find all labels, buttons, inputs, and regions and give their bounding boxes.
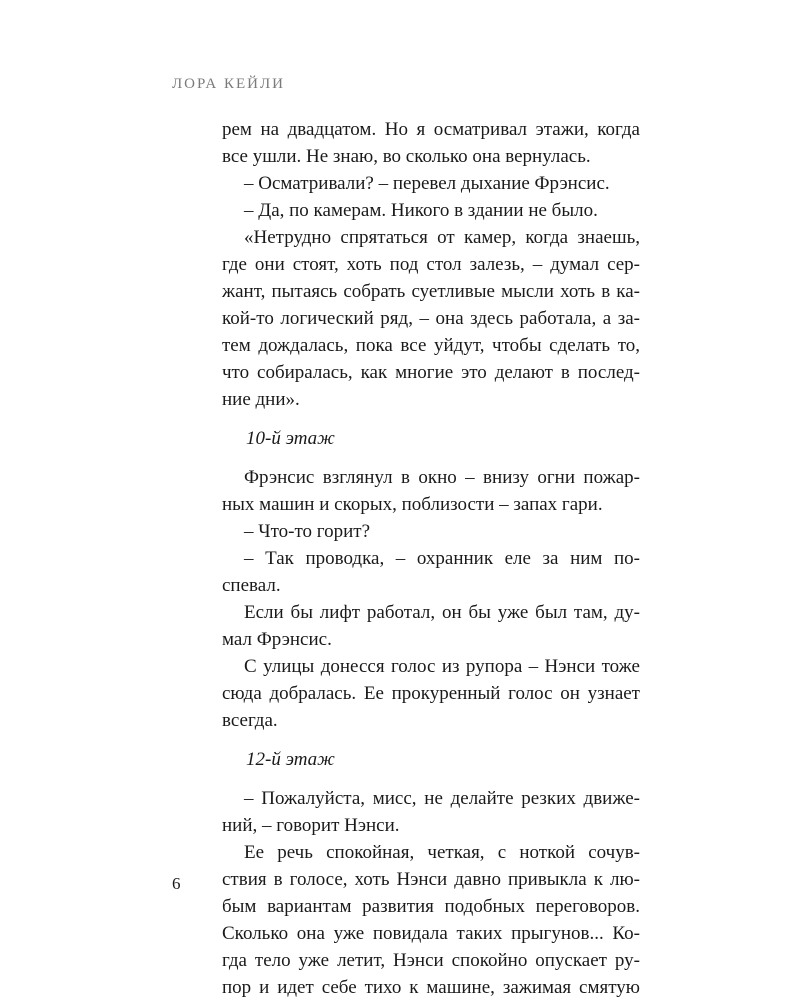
text-line: – Да, по камерам. Никого в здании не было.: [244, 200, 598, 221]
page-number: 6: [172, 874, 181, 893]
text-line: С улицы донесся голос из рупора – Нэнси тоже: [244, 656, 640, 677]
text-line: – Пожалуйста, мисс, не делайте резких движе-: [244, 788, 640, 809]
paragraph-11: [222, 839, 640, 1001]
paragraph-1: [222, 116, 640, 170]
text-line: ствия в голосе, хоть Нэнси давно привыкла к лю-: [222, 869, 640, 890]
text-line: мал Фрэнсис.: [222, 629, 332, 650]
text-line: тем дождалась, пока все уйдут, чтобы сделать то,: [222, 335, 640, 356]
text-line: Если бы лифт работал, он бы уже был там, ду-: [244, 602, 640, 623]
paragraph-3: [222, 197, 640, 224]
text-line: всегда.: [222, 710, 278, 731]
text-line: рем на двадцатом. Но я осматривал этажи, когда: [222, 119, 640, 140]
text-line: сюда добралась. Ее прокуренный голос он узнает: [222, 683, 640, 704]
text-line: Фрэнсис взглянул в окно – внизу огни пожар-: [244, 467, 640, 488]
section-title-12th-floor: 12-й этаж: [246, 749, 335, 770]
text-line: что собиралась, как многие это делают в послед-: [222, 362, 640, 383]
text-block: [222, 116, 640, 1001]
paragraph-6: [222, 518, 640, 545]
text-line: все ушли. Не знаю, во сколько она вернулась.: [222, 146, 591, 167]
text-line: спевал.: [222, 575, 281, 596]
section-title-10th-floor: 10-й этаж: [246, 428, 335, 449]
text-line: Сколько она уже повидала таких прыгунов... Ко-: [222, 923, 640, 944]
paragraph-10: [222, 785, 640, 839]
text-line: кой-то логический ряд, – она здесь работала, а за-: [222, 308, 640, 329]
text-line: где они стоят, хоть под стол залезь, – думал сер-: [222, 254, 640, 275]
text-line: – Осматривали? – перевел дыхание Фрэнсис.: [244, 173, 610, 194]
text-line: жант, пытаясь собрать суетливые мысли хоть в ка-: [222, 281, 640, 302]
paragraph-5: [222, 464, 640, 518]
text-line: – Что-то горит?: [244, 521, 371, 542]
text-line: пор и идет себе тихо к машине, зажимая смятую: [222, 977, 640, 998]
text-line: ных машин и скорых, поблизости – запах гари.: [222, 494, 603, 515]
running-head: ЛОРА КЕЙЛИ: [172, 76, 286, 92]
text-line: Ее речь спокойная, четкая, с ноткой сочув-: [244, 842, 640, 863]
text-line: ний, – говорит Нэнси.: [222, 815, 400, 836]
text-line: ние дни».: [222, 389, 300, 410]
text-line: гда тело уже летит, Нэнси спокойно опускает ру-: [222, 950, 640, 971]
text-line: бым вариантам развития подобных переговоров.: [222, 896, 640, 917]
paragraph-4: [222, 224, 640, 413]
text-line: – Так проводка, – охранник еле за ним по-: [244, 548, 640, 569]
paragraph-7: [222, 545, 640, 599]
paragraph-9: [222, 653, 640, 734]
text-line: «Нетрудно спрятаться от камер, когда знаешь,: [244, 227, 640, 248]
paragraph-2: [222, 170, 640, 197]
paragraph-8: [222, 599, 640, 653]
